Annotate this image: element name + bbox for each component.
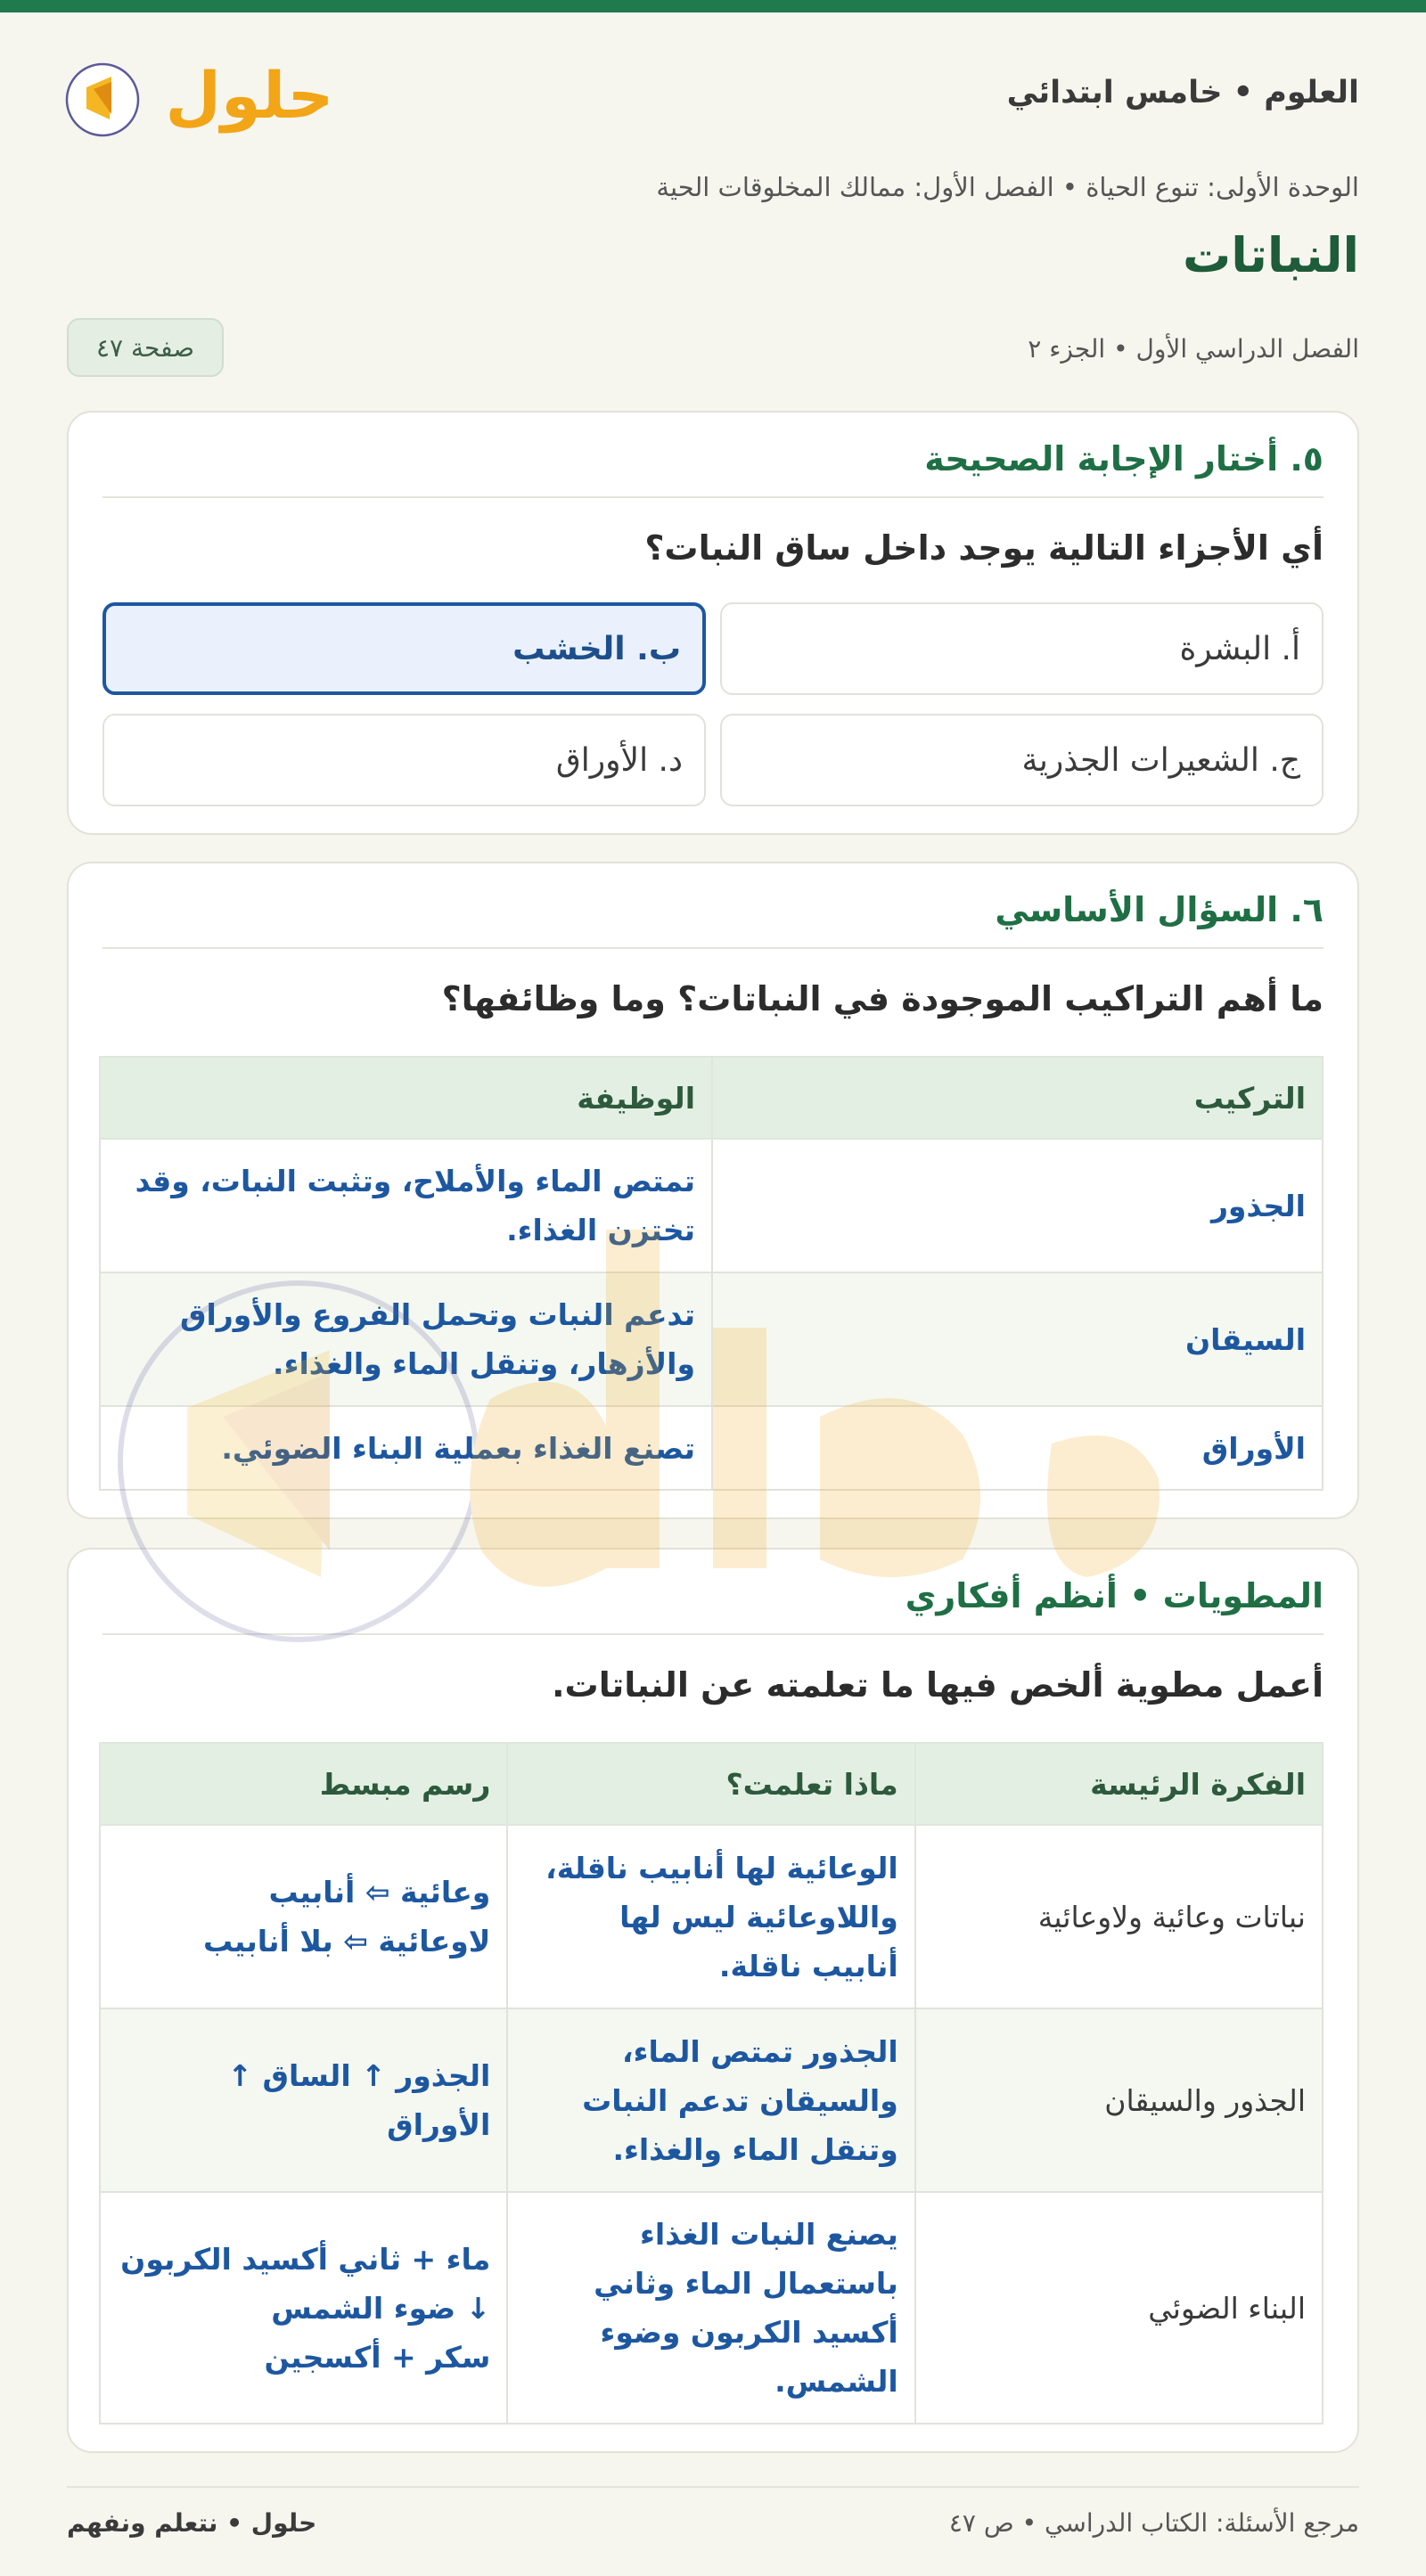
term-label: الفصل الدراسي الأول • الجزء ٢ [1028, 334, 1359, 364]
choice-a[interactable]: أ. البشرة [720, 602, 1324, 695]
hulul-logo [67, 45, 334, 143]
question-6-text: ما أهم التراكيب الموجودة في النباتات؟ وما وظائفها؟ [441, 979, 1324, 1018]
function-cell: تمتص الماء والأملاح، وتثبت النبات، وقد تختزن الغذاء. [100, 1139, 712, 1272]
subject-title: العلوم • خامس ابتدائي [1006, 75, 1359, 110]
sketch-line: سكر + أكسجين [264, 2339, 491, 2375]
question-5-text: أي الأجزاء التالية يوجد داخل ساق النبات؟ [644, 528, 1324, 568]
sketch-line: ↓ ضوء الشمس [271, 2290, 491, 2326]
function-cell: تدعم النبات وتحمل الفروع والأوراق والأزهار، وتنقل الماء والغذاء. [100, 1272, 712, 1406]
page-title: النباتات [1183, 227, 1359, 283]
foldables-table [99, 1742, 1324, 2425]
learned-cell: الجذور تمتص الماء، والسيقان تدعم النبات وتنقل الماء والغذاء. [507, 2008, 914, 2192]
table-row [100, 1272, 1323, 1406]
column-header-main-idea: الفكرة الرئيسة [915, 1743, 1323, 1825]
structure-cell: الأوراق [712, 1406, 1323, 1490]
sketch-cell [100, 2008, 507, 2192]
table-row [100, 2192, 1323, 2424]
question-6-heading: ٦. السؤال الأساسي [102, 890, 1324, 949]
choice-b-selected[interactable]: ب. الخشب [102, 602, 706, 695]
sketch-line: لاوعائية ⇦ بلا أنابيب [202, 1924, 491, 1959]
breadcrumb: الوحدة الأولى: تنوع الحياة • الفصل الأول: ممالك المخلوقات الحية [656, 172, 1359, 202]
learned-cell: يصنع النبات الغذاء باستعمال الماء وثاني أكسيد الكربون وضوء الشمس. [507, 2192, 914, 2424]
foldables-card [67, 1548, 1359, 2453]
main-idea-cell: البناء الضوئي [915, 2192, 1323, 2424]
footer-reference: مرجع الأسئلة: الكتاب الدراسي • ص ٤٧ [948, 2508, 1359, 2538]
sketch-cell [100, 2192, 507, 2424]
choice-c[interactable]: ج. الشعيرات الجذرية [720, 714, 1324, 806]
sketch-line: الجذور ↑ الساق ↑ الأوراق [227, 2058, 491, 2142]
choice-d[interactable]: د. الأوراق [102, 714, 706, 806]
function-cell: تصنع الغذاء بعملية البناء الضوئي. [100, 1406, 712, 1490]
column-header-learned: ماذا تعلمت؟ [507, 1743, 914, 1825]
table-row [100, 1406, 1323, 1490]
learned-cell: الوعائية لها أنابيب ناقلة، واللاوعائية ليس لها أنابيب ناقلة. [507, 1825, 914, 2008]
table-header-row [100, 1057, 1323, 1139]
foldables-heading: المطويات • أنظم أفكاري [102, 1576, 1324, 1635]
question-5-card [67, 411, 1359, 835]
structure-cell: السيقان [712, 1272, 1323, 1406]
page-header [67, 45, 1359, 143]
structure-cell: الجذور [712, 1139, 1323, 1272]
sketch-line: وعائية ⇦ أنابيب [268, 1875, 491, 1910]
main-idea-cell: نباتات وعائية ولاوعائية [915, 1825, 1323, 2008]
table-row [100, 2008, 1323, 2192]
footer-divider [67, 2486, 1359, 2488]
main-idea-cell: الجذور والسيقان [915, 2008, 1323, 2192]
question-6-card [67, 862, 1359, 1519]
top-accent-bar [0, 0, 1426, 12]
column-header-function: الوظيفة [100, 1057, 712, 1139]
column-header-structure: التركيب [712, 1057, 1323, 1139]
page-number-badge: صفحة ٤٧ [67, 318, 224, 377]
footer-brand: حلول • نتعلم ونفهم [67, 2508, 317, 2538]
table-header-row [100, 1743, 1323, 1825]
table-row [100, 1825, 1323, 2008]
table-row [100, 1139, 1323, 1272]
sketch-cell [100, 1825, 507, 2008]
logo-text: حلول [165, 58, 334, 133]
column-header-sketch: رسم مبسط [100, 1743, 507, 1825]
question-5-heading: ٥. أختار الإجابة الصحيحة [102, 439, 1324, 498]
sketch-line: ماء + ثاني أكسيد الكربون [120, 2241, 491, 2277]
structures-table [99, 1056, 1324, 1491]
foldables-instruction: أعمل مطوية ألخص فيها ما تعلمته عن النباتات. [552, 1665, 1324, 1705]
